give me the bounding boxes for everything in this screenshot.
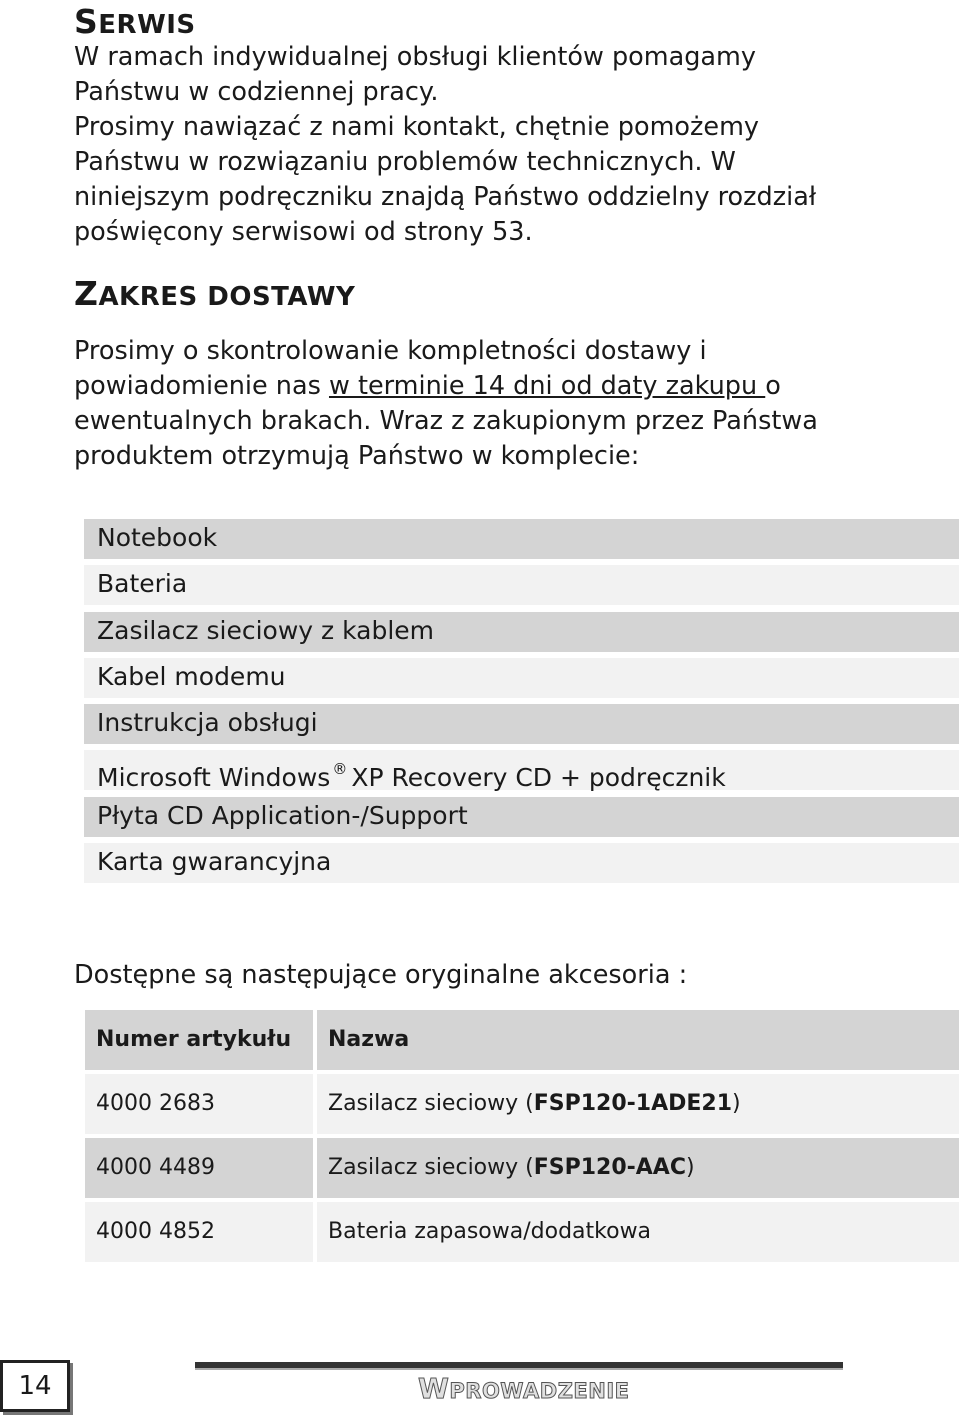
list-item: Bateria <box>84 565 959 605</box>
table-row <box>85 1138 959 1198</box>
list-item: Płyta CD Application-/Support <box>84 797 959 837</box>
name-text: Zasilacz sieciowy ( <box>328 1155 534 1180</box>
table-row <box>85 1074 959 1134</box>
list-item: Kabel modemu <box>84 658 959 698</box>
table-row <box>85 1202 959 1262</box>
name-text: Zasilacz sieciowy ( <box>328 1091 534 1116</box>
name-text: Bateria zapasowa/dodatkowa <box>328 1219 652 1244</box>
line-text: o <box>765 371 781 401</box>
delivery-items-list <box>84 519 959 889</box>
title-rest: PROWADZENIE <box>449 1379 630 1403</box>
article-number: 4000 4489 <box>85 1138 313 1198</box>
name-text: ) <box>732 1091 741 1116</box>
paragraph-line: niniejszym podręczniku znajdą Państwo oddzielny rozdział <box>74 182 817 212</box>
paragraph-line <box>74 369 934 404</box>
zakres-paragraph <box>74 334 934 474</box>
list-item: Notebook <box>84 519 959 559</box>
table-header-row <box>85 1010 959 1070</box>
article-number: 4000 4852 <box>85 1202 313 1262</box>
heading-initial: Z <box>74 274 99 313</box>
item-text: XP Recovery CD + podręcznik <box>351 763 726 793</box>
accessories-table <box>85 1010 959 1266</box>
model-code: FSP120-1ADE21 <box>533 1091 733 1116</box>
line-text: powiadomienie nas <box>74 371 329 401</box>
column-header-number: Numer artykułu <box>85 1010 313 1070</box>
list-item: Zasilacz sieciowy z kablem <box>84 612 959 652</box>
name-text: ) <box>685 1155 695 1180</box>
column-header-name: Nazwa <box>317 1010 959 1070</box>
model-code: FSP120-AAC <box>533 1155 686 1180</box>
list-item: Instrukcja obsługi <box>84 704 959 744</box>
article-number: 4000 2683 <box>85 1074 313 1134</box>
list-item: Karta gwarancyjna <box>84 843 959 883</box>
paragraph-line: Państwu w codziennej pracy. <box>74 77 439 107</box>
section-heading-zakres-dostawy <box>74 274 355 313</box>
paragraph-line: Prosimy nawiązać z nami kontakt, chętnie pomożemy <box>74 112 760 142</box>
page-number: 14 <box>0 1360 70 1412</box>
article-name <box>317 1074 959 1134</box>
paragraph-line: W ramach indywidualnej obsługi klientów pomagamy <box>74 42 756 72</box>
footer-divider <box>195 1362 843 1368</box>
underlined-deadline: w terminie 14 dni od daty zakupu <box>328 371 766 401</box>
heading-rest: AKRES DOSTAWY <box>98 282 356 312</box>
heading-initial: S <box>74 2 99 41</box>
article-name <box>317 1202 959 1262</box>
footer-chapter-title <box>418 1372 630 1405</box>
serwis-paragraph <box>74 40 934 250</box>
paragraph-line: poświęcony serwisowi od strony 53. <box>74 217 533 247</box>
paragraph-line: ewentualnych brakach. Wraz z zakupionym przez Państwa <box>74 406 818 436</box>
section-heading-serwis <box>74 2 196 41</box>
article-name <box>317 1138 959 1198</box>
paragraph-line: Państwu w rozwiązaniu problemów technicznych. W <box>74 147 736 177</box>
title-initial: W <box>418 1372 450 1405</box>
paragraph-line: Prosimy o skontrolowanie kompletności dostawy i <box>74 336 707 366</box>
list-item <box>84 750 959 793</box>
item-text: Microsoft Windows <box>97 763 331 793</box>
registered-mark: ® <box>332 760 348 779</box>
paragraph-line: produktem otrzymują Państwo w komplecie: <box>74 441 640 471</box>
accessories-intro: Dostępne są następujące oryginalne akcesoria : <box>74 960 688 990</box>
heading-rest: ERWIS <box>98 10 196 40</box>
